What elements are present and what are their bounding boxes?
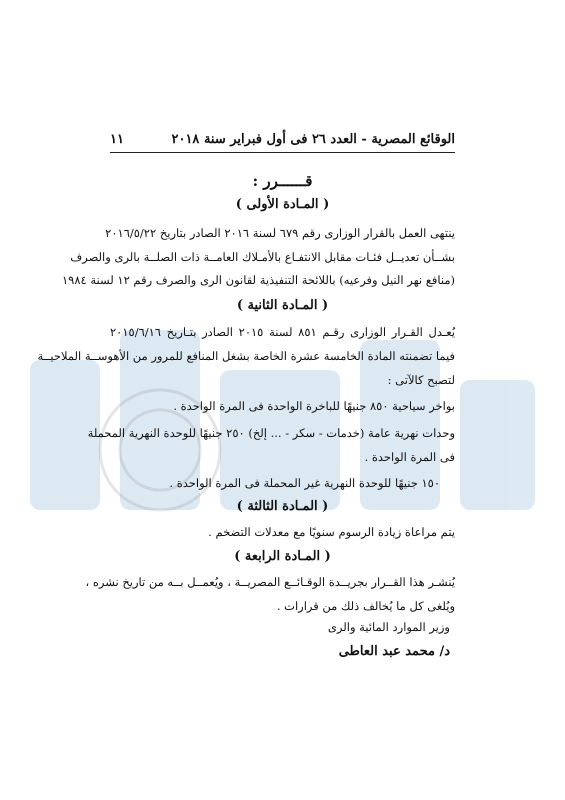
article-2-line-6: فى المرة الواحدة . (364, 450, 455, 464)
article-2-heading: ( المـادة الثانية ) (236, 298, 329, 313)
signer-name: د/ محمد عبد العاطى (338, 644, 450, 659)
page-number: ١١ (110, 132, 124, 147)
article-2-line-7: ١٥٠ جنيهًا للوحدة النهرية غير المحملة فى المرة الواحدة . (169, 476, 440, 490)
article-2-line-5: وحدات نهرية عامة (خدمات - سكر - ... إلخ) ٢٥٠ جنيهًا للوحدة النهرية المحملة (87, 426, 455, 440)
article-2-line-1: يُعـدل القـرار الوزارى رقـم ٨٥١ لسنة ٢٠١٥ الصادر بتـاريخ ٢٠١٥/٦/١٦ (110, 325, 455, 339)
header-title: الوقائع المصرية - العدد ٢٦ فى أول فبراير سنة ٢٠١٨ (171, 132, 455, 147)
article-1-heading: ( المـادة الأولى ) (235, 197, 330, 212)
article-4-line-1: يُنشـر هذا القــرار بجريــدة الوقـائــع المصريــة ، ويُعمــل بــه من تاريخ نشره ، (85, 575, 455, 589)
decision-title: قــــــرر : (252, 172, 313, 190)
page-header (110, 132, 455, 147)
article-2-line-3: لتصبح كالآتى : (387, 373, 455, 387)
article-1-line-2: بشــأن تعديــل فئـات مقابل الانتفـاع بالأمـلاك العامــة ذات الصلــة بالرى والصرف (70, 250, 455, 264)
article-2-line-4: بواخر سياحية ٨٥٠ جنيهًا للباخرة الواحدة فى المرة الواحدة . (173, 399, 455, 413)
article-4-line-2: ويُلغى كل ما يُخالف ذلك من قرارات . (276, 599, 455, 613)
signer-title: وزير الموارد المائية والرى (327, 620, 450, 634)
article-3-line-1: يتم مراعاة زيادة الرسوم سنويًا مع معدلات التضخم . (208, 525, 455, 539)
article-1-line-3: (منافع نهر النيل وفرعيه) باللائحة التنفيذية لقانون الرى والصرف رقم ١٢ لسنة ١٩٨٤ (61, 273, 455, 287)
article-4-heading: ( المـادة الرابعة ) (234, 549, 331, 564)
article-3-heading: ( المـادة الثالثة ) (236, 499, 329, 514)
header-divider (110, 152, 455, 153)
article-1-line-1: ينتهى العمل بالقرار الوزارى رقم ٦٧٩ لسنة ٢٠١٦ الصادر بتاريخ ٢٠١٦/٥/٢٢ (105, 226, 455, 240)
article-2-line-2: فيما تضمنته المادة الخامسة عشرة الخاصة بشغل المنافع للمرور من الأهوســة الملاحيــة (37, 349, 455, 363)
